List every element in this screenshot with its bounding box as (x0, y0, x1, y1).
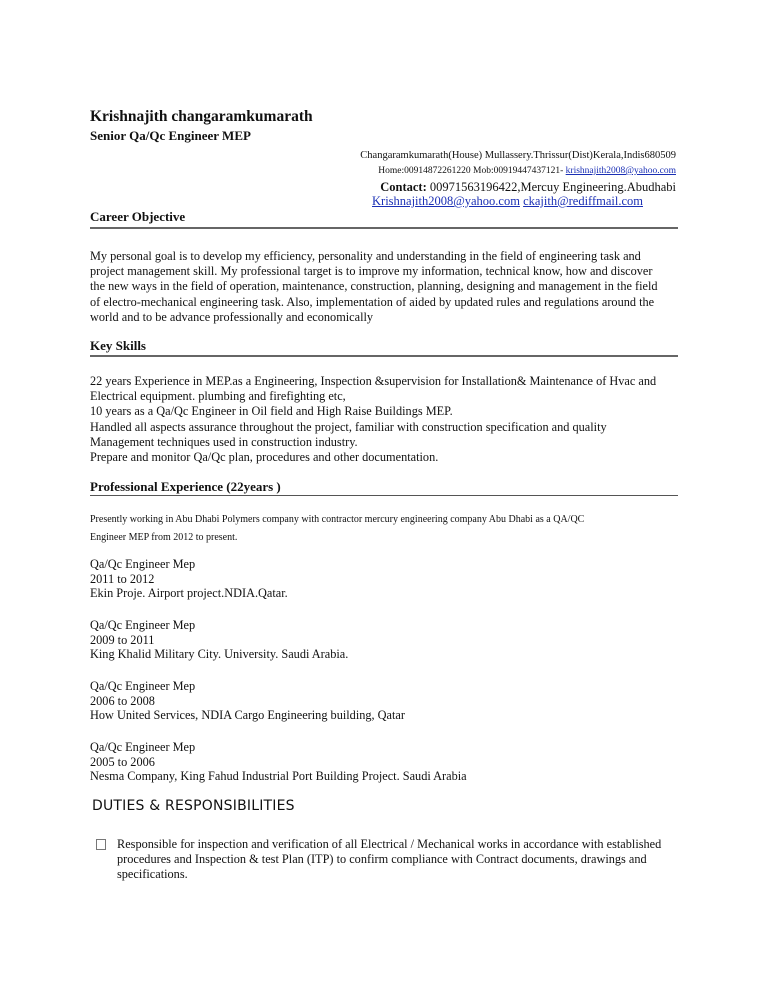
career-objective-text (90, 249, 680, 325)
job-role: Qa/Qc Engineer Mep (90, 740, 196, 754)
job-role: Qa/Qc Engineer Mep (90, 618, 196, 632)
experience-heading: Professional Experience (22years ) (90, 479, 281, 494)
section-divider (90, 495, 678, 496)
candidate-title: Senior Qa/Qc Engineer MEP (90, 128, 251, 143)
phone-numbers: Home:00914872261220 Mob:00919447437121- (378, 166, 564, 176)
email-link-3[interactable]: ckajith@rediffmail.com (523, 194, 643, 208)
job-entry (90, 679, 405, 723)
text-line: My personal goal is to develop my efficiency, personality and understanding in the field of engineering task and (90, 249, 641, 263)
job-period: 2005 to 2006 (90, 754, 155, 769)
email-link-2[interactable]: Krishnajith2008@yahoo.com (372, 194, 520, 208)
job-entry (90, 557, 288, 601)
text-line: the new ways in the field of operation, maintenance, construction, planning, designing and management in the field (90, 279, 658, 294)
section-divider (90, 227, 678, 229)
text-line: Engineer MEP from 2012 to present. (90, 532, 238, 543)
key-skills-heading: Key Skills (90, 338, 146, 353)
duties-heading: DUTIES & RESPONSIBILITIES (92, 798, 295, 814)
job-place: Ekin Proje. Airport project.NDIA.Qatar. (90, 586, 288, 600)
present-position-text (90, 511, 680, 547)
contact-label: Contact: (380, 180, 427, 194)
text-line: Management techniques used in construction industry. (90, 434, 358, 449)
contact-line (300, 180, 676, 195)
text-line: project management skill. My professional target is to improve my information, technical know, how and discover (90, 264, 653, 279)
job-period: 2011 to 2012 (90, 571, 155, 586)
job-entry (90, 740, 467, 784)
job-place: Nesma Company, King Fahud Industrial Port Building Project. Saudi Arabia (90, 769, 467, 783)
text-line: Electrical equipment. plumbing and firefighting etc, (90, 389, 346, 404)
job-role: Qa/Qc Engineer Mep (90, 679, 196, 693)
job-period: 2006 to 2008 (90, 693, 155, 708)
job-entry (90, 618, 348, 662)
duty-item (96, 837, 686, 883)
text-line: procedures and Inspection & test Plan (ITP) to confirm compliance with Contract documents, drawings and (117, 852, 647, 867)
section-divider (90, 355, 678, 357)
text-line: Prepare and monitor Qa/Qc plan, procedures and other documentation. (90, 450, 439, 465)
home-address: Changaramkumarath(House) Mullassery.Thrissur(Dist)Kerala,Indis680509 (360, 150, 676, 161)
text-line: 22 years Experience in MEP.as a Engineering, Inspection &supervision for Installation& Maintenance of Hvac and (90, 374, 657, 388)
text-line: Handled all aspects assurance throughout the project, familiar with construction specification and quality (90, 419, 607, 434)
job-place: How United Services, NDIA Cargo Engineering building, Qatar (90, 708, 405, 722)
text-line: Responsible for inspection and verification of all Electrical / Mechanical works in accordance with established (117, 837, 662, 851)
text-line: Presently working in Abu Dhabi Polymers company with contractor mercury engineering company Abu Dhabi as a QA/QC (90, 514, 585, 525)
career-objective-heading: Career Objective (90, 209, 186, 224)
candidate-name: Krishnajith changaramkumarath (90, 108, 313, 125)
email-link-1[interactable]: krishnajith2008@yahoo.com (565, 166, 676, 176)
job-role: Qa/Qc Engineer Mep (90, 557, 196, 571)
text-line: of electro-mechanical engineering task. Also, implementation of aided by updated rules and regulations around the (90, 294, 655, 309)
bullet-box-icon (96, 839, 106, 850)
job-place: King Khalid Military City. University. Saudi Arabia. (90, 647, 349, 661)
text-line: 10 years as a Qa/Qc Engineer in Oil field and High Raise Buildings MEP. (90, 404, 453, 419)
phone-line (300, 166, 676, 176)
key-skills-text (90, 374, 680, 465)
text-line: world and to be advance professionally and economically (90, 309, 374, 324)
contact-value: 00971563196422,Mercuy Engineering.Abudhabi (429, 180, 676, 194)
email-line (372, 194, 643, 209)
job-period: 2009 to 2011 (90, 632, 155, 647)
text-line: specifications. (117, 867, 188, 882)
